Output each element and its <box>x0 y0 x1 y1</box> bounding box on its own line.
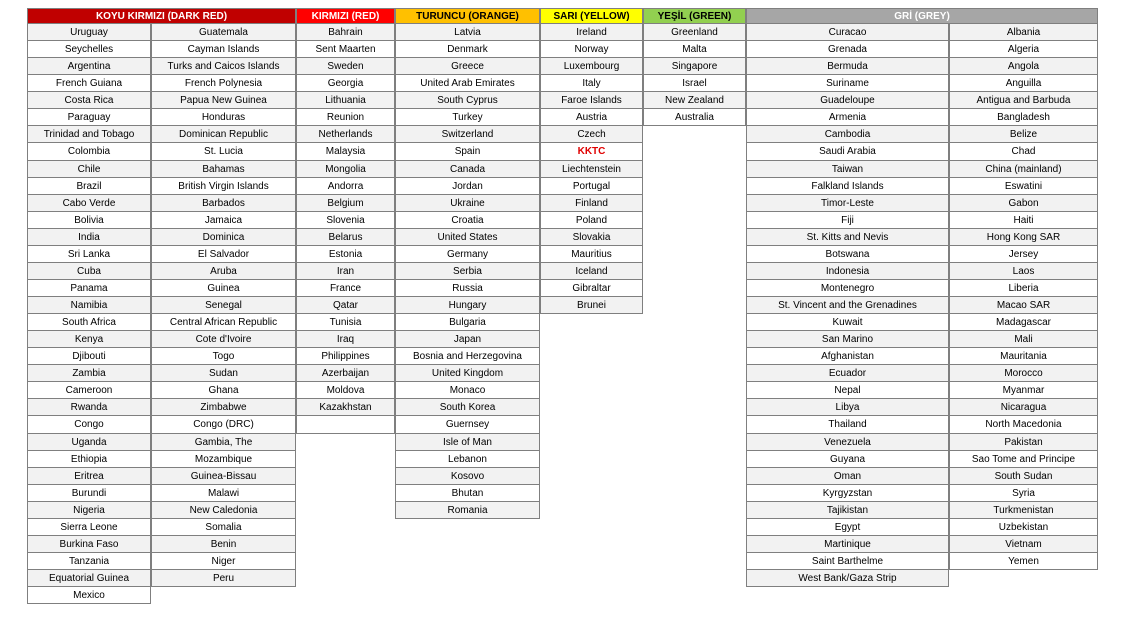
grey-column <box>746 24 949 587</box>
country-cell: Latvia <box>395 24 540 41</box>
orange-columns <box>395 24 540 519</box>
country-cell: Eritrea <box>27 468 151 485</box>
country-cell: French Polynesia <box>151 75 296 92</box>
country-cell: Jordan <box>395 178 540 195</box>
country-cell: Cambodia <box>746 126 949 143</box>
country-cell: Tunisia <box>296 314 395 331</box>
country-cell: British Virgin Islands <box>151 178 296 195</box>
country-cell: Ukraine <box>395 195 540 212</box>
country-cell <box>296 416 395 433</box>
red-group <box>296 8 395 434</box>
country-cell: Myanmar <box>949 382 1098 399</box>
country-cell: Taiwan <box>746 161 949 178</box>
country-cell: Honduras <box>151 109 296 126</box>
country-cell: Eswatini <box>949 178 1098 195</box>
country-cell: Jamaica <box>151 212 296 229</box>
country-cell: Poland <box>540 212 643 229</box>
country-cell: Malaysia <box>296 143 395 160</box>
country-cell: Bahrain <box>296 24 395 41</box>
country-cell: Ecuador <box>746 365 949 382</box>
country-cell: St. Kitts and Nevis <box>746 229 949 246</box>
country-cell: Italy <box>540 75 643 92</box>
country-cell: Timor-Leste <box>746 195 949 212</box>
country-cell: French Guiana <box>27 75 151 92</box>
country-cell: Chile <box>27 161 151 178</box>
country-cell: Ethiopia <box>27 451 151 468</box>
country-cell: North Macedonia <box>949 416 1098 433</box>
country-cell: Israel <box>643 75 746 92</box>
country-cell: Burundi <box>27 485 151 502</box>
grey-columns <box>746 24 1098 587</box>
country-cell: Hungary <box>395 297 540 314</box>
red-header: KIRMIZI (RED) <box>296 8 395 24</box>
country-cell: Belarus <box>296 229 395 246</box>
country-cell: Senegal <box>151 297 296 314</box>
country-cell: United Kingdom <box>395 365 540 382</box>
country-cell: Kyrgyzstan <box>746 485 949 502</box>
country-cell: Cabo Verde <box>27 195 151 212</box>
country-cell: Bermuda <box>746 58 949 75</box>
country-cell: Djibouti <box>27 348 151 365</box>
country-cell: Turkey <box>395 109 540 126</box>
country-cell: France <box>296 280 395 297</box>
country-cell: Singapore <box>643 58 746 75</box>
country-cell: Mexico <box>27 587 151 604</box>
country-cell: Bolivia <box>27 212 151 229</box>
country-cell: Rwanda <box>27 399 151 416</box>
country-cell: Lebanon <box>395 451 540 468</box>
country-cell: South Korea <box>395 399 540 416</box>
country-cell: Monaco <box>395 382 540 399</box>
country-cell: Romania <box>395 502 540 519</box>
country-cell: Guinea <box>151 280 296 297</box>
country-cell: Burkina Faso <box>27 536 151 553</box>
country-cell: Laos <box>949 263 1098 280</box>
country-cell: Chad <box>949 143 1098 160</box>
country-cell: Nicaragua <box>949 399 1098 416</box>
country-cell: Peru <box>151 570 296 587</box>
country-cell: Greece <box>395 58 540 75</box>
country-cell: Paraguay <box>27 109 151 126</box>
country-cell: Congo <box>27 416 151 433</box>
country-cell: Mali <box>949 331 1098 348</box>
dark-red-column <box>27 24 151 604</box>
country-cell: Dominican Republic <box>151 126 296 143</box>
country-cell: Curacao <box>746 24 949 41</box>
country-cell: Finland <box>540 195 643 212</box>
country-cell: Canada <box>395 161 540 178</box>
country-cell: Sierra Leone <box>27 519 151 536</box>
country-cell: Barbados <box>151 195 296 212</box>
country-cell: Croatia <box>395 212 540 229</box>
country-cell: India <box>27 229 151 246</box>
country-cell: Estonia <box>296 246 395 263</box>
country-cell: Mauritania <box>949 348 1098 365</box>
country-cell: Mongolia <box>296 161 395 178</box>
country-cell: Bosnia and Herzegovina <box>395 348 540 365</box>
country-cell: Switzerland <box>395 126 540 143</box>
country-cell: Faroe Islands <box>540 92 643 109</box>
country-cell: Serbia <box>395 263 540 280</box>
country-cell: Georgia <box>296 75 395 92</box>
country-cell: Iraq <box>296 331 395 348</box>
country-cell: Ireland <box>540 24 643 41</box>
green-column <box>643 24 746 126</box>
country-cell: Kenya <box>27 331 151 348</box>
dark-red-header: KOYU KIRMIZI (DARK RED) <box>27 8 296 24</box>
country-cell: Algeria <box>949 41 1098 58</box>
country-cell: Gambia, The <box>151 434 296 451</box>
country-cell: Aruba <box>151 263 296 280</box>
country-cell: Hong Kong SAR <box>949 229 1098 246</box>
orange-header: TURUNCU (ORANGE) <box>395 8 540 24</box>
country-cell: Liberia <box>949 280 1098 297</box>
country-cell: Papua New Guinea <box>151 92 296 109</box>
green-columns <box>643 24 746 126</box>
country-cell: Namibia <box>27 297 151 314</box>
country-cell: Belgium <box>296 195 395 212</box>
country-cell: Moldova <box>296 382 395 399</box>
country-cell: Brunei <box>540 297 643 314</box>
country-cell: Mozambique <box>151 451 296 468</box>
country-cell: Syria <box>949 485 1098 502</box>
country-cell: Sweden <box>296 58 395 75</box>
country-cell: Sudan <box>151 365 296 382</box>
country-cell: Russia <box>395 280 540 297</box>
country-cell: Liechtenstein <box>540 161 643 178</box>
country-cell: Jersey <box>949 246 1098 263</box>
country-cell: Equatorial Guinea <box>27 570 151 587</box>
country-cell: Spain <box>395 143 540 160</box>
yellow-column <box>540 24 643 314</box>
country-cell: Macao SAR <box>949 297 1098 314</box>
country-cell: El Salvador <box>151 246 296 263</box>
country-cell: Cote d'Ivoire <box>151 331 296 348</box>
country-cell: Central African Republic <box>151 314 296 331</box>
orange-column <box>395 24 540 519</box>
country-cell: Saudi Arabia <box>746 143 949 160</box>
country-cell: Australia <box>643 109 746 126</box>
country-cell: Kosovo <box>395 468 540 485</box>
country-cell: Tanzania <box>27 553 151 570</box>
country-cell: Cuba <box>27 263 151 280</box>
country-cell: Oman <box>746 468 949 485</box>
orange-group <box>395 8 540 519</box>
country-cell: Malta <box>643 41 746 58</box>
country-cell: St. Lucia <box>151 143 296 160</box>
grey-group <box>746 8 1098 587</box>
country-cell: Germany <box>395 246 540 263</box>
country-cell: Somalia <box>151 519 296 536</box>
country-cell: Denmark <box>395 41 540 58</box>
country-cell: Iceland <box>540 263 643 280</box>
country-cell: Fiji <box>746 212 949 229</box>
country-cell: Austria <box>540 109 643 126</box>
country-cell: Dominica <box>151 229 296 246</box>
country-cell: Seychelles <box>27 41 151 58</box>
country-cell: Togo <box>151 348 296 365</box>
country-cell: Philippines <box>296 348 395 365</box>
country-cell: Vietnam <box>949 536 1098 553</box>
country-cell: Luxembourg <box>540 58 643 75</box>
country-cell: Yemen <box>949 553 1098 570</box>
country-cell: Ghana <box>151 382 296 399</box>
country-cell: Gibraltar <box>540 280 643 297</box>
country-cell: Czech <box>540 126 643 143</box>
country-cell: South Sudan <box>949 468 1098 485</box>
country-cell: Pakistan <box>949 434 1098 451</box>
country-cell: New Zealand <box>643 92 746 109</box>
country-cell: Bahamas <box>151 161 296 178</box>
country-cell: Reunion <box>296 109 395 126</box>
country-cell: Guernsey <box>395 416 540 433</box>
country-cell: West Bank/Gaza Strip <box>746 570 949 587</box>
country-cell: Tajikistan <box>746 502 949 519</box>
grey-column <box>949 24 1098 587</box>
country-cell: Martinique <box>746 536 949 553</box>
country-cell: Haiti <box>949 212 1098 229</box>
country-cell: Uzbekistan <box>949 519 1098 536</box>
country-cell: Slovakia <box>540 229 643 246</box>
country-cell: Afghanistan <box>746 348 949 365</box>
country-cell: Kuwait <box>746 314 949 331</box>
country-cell: Zimbabwe <box>151 399 296 416</box>
country-cell: Bulgaria <box>395 314 540 331</box>
country-cell: Bhutan <box>395 485 540 502</box>
red-columns <box>296 24 395 434</box>
country-cell: Argentina <box>27 58 151 75</box>
country-cell: Brazil <box>27 178 151 195</box>
country-cell: Madagascar <box>949 314 1098 331</box>
country-cell: Panama <box>27 280 151 297</box>
country-cell: Morocco <box>949 365 1098 382</box>
country-cell: Niger <box>151 553 296 570</box>
green-group <box>643 8 746 126</box>
country-cell: Albania <box>949 24 1098 41</box>
country-cell: Armenia <box>746 109 949 126</box>
country-cell: Guatemala <box>151 24 296 41</box>
country-cell: Lithuania <box>296 92 395 109</box>
yellow-columns <box>540 24 643 314</box>
country-cell: Costa Rica <box>27 92 151 109</box>
country-cell: Uruguay <box>27 24 151 41</box>
country-cell: Zambia <box>27 365 151 382</box>
country-cell: Cayman Islands <box>151 41 296 58</box>
country-cell: Montenegro <box>746 280 949 297</box>
country-cell: Uganda <box>27 434 151 451</box>
country-cell: Azerbaijan <box>296 365 395 382</box>
country-cell: Falkland Islands <box>746 178 949 195</box>
dark-red-column <box>151 24 296 604</box>
country-cell: Bangladesh <box>949 109 1098 126</box>
country-cell: Sri Lanka <box>27 246 151 263</box>
red-column <box>296 24 395 434</box>
country-cell: Anguilla <box>949 75 1098 92</box>
country-cell: Indonesia <box>746 263 949 280</box>
country-cell: United Arab Emirates <box>395 75 540 92</box>
country-cell: Norway <box>540 41 643 58</box>
country-cell: San Marino <box>746 331 949 348</box>
country-cell: Turks and Caicos Islands <box>151 58 296 75</box>
country-cell: Andorra <box>296 178 395 195</box>
country-cell: Sao Tome and Principe <box>949 451 1098 468</box>
country-cell: Cameroon <box>27 382 151 399</box>
dark-red-columns <box>27 24 296 604</box>
country-cell: Trinidad and Tobago <box>27 126 151 143</box>
green-header: YEŞİL (GREEN) <box>643 8 746 24</box>
country-cell: Turkmenistan <box>949 502 1098 519</box>
country-cell: South Cyprus <box>395 92 540 109</box>
yellow-group <box>540 8 643 314</box>
country-cell: Botswana <box>746 246 949 263</box>
country-cell: Guinea-Bissau <box>151 468 296 485</box>
country-cell: Antigua and Barbuda <box>949 92 1098 109</box>
country-cell: Thailand <box>746 416 949 433</box>
country-cell: Saint Barthelme <box>746 553 949 570</box>
dark-red-group <box>27 8 296 604</box>
country-cell: Iran <box>296 263 395 280</box>
country-cell: Kazakhstan <box>296 399 395 416</box>
country-cell: Sent Maarten <box>296 41 395 58</box>
country-cell: Colombia <box>27 143 151 160</box>
country-cell: Qatar <box>296 297 395 314</box>
country-cell: Netherlands <box>296 126 395 143</box>
country-cell: Belize <box>949 126 1098 143</box>
country-cell: Malawi <box>151 485 296 502</box>
country-cell: Slovenia <box>296 212 395 229</box>
country-cell: Nepal <box>746 382 949 399</box>
country-cell: Guyana <box>746 451 949 468</box>
country-cell: Libya <box>746 399 949 416</box>
country-cell: Congo (DRC) <box>151 416 296 433</box>
country-cell: Egypt <box>746 519 949 536</box>
country-cell: Suriname <box>746 75 949 92</box>
country-cell: Gabon <box>949 195 1098 212</box>
country-cell: Portugal <box>540 178 643 195</box>
country-cell: Nigeria <box>27 502 151 519</box>
yellow-header: SARI (YELLOW) <box>540 8 643 24</box>
country-cell: South Africa <box>27 314 151 331</box>
country-cell: Angola <box>949 58 1098 75</box>
country-cell: Greenland <box>643 24 746 41</box>
country-cell: St. Vincent and the Grenadines <box>746 297 949 314</box>
country-cell: Japan <box>395 331 540 348</box>
country-cell: New Caledonia <box>151 502 296 519</box>
country-cell: Guadeloupe <box>746 92 949 109</box>
grey-header: GRİ (GREY) <box>746 8 1098 24</box>
country-cell: United States <box>395 229 540 246</box>
country-cell: Benin <box>151 536 296 553</box>
country-cell: Venezuela <box>746 434 949 451</box>
country-cell: Isle of Man <box>395 434 540 451</box>
country-cell: KKTC <box>540 143 643 160</box>
country-cell: Mauritius <box>540 246 643 263</box>
country-cell: Grenada <box>746 41 949 58</box>
country-cell: China (mainland) <box>949 161 1098 178</box>
